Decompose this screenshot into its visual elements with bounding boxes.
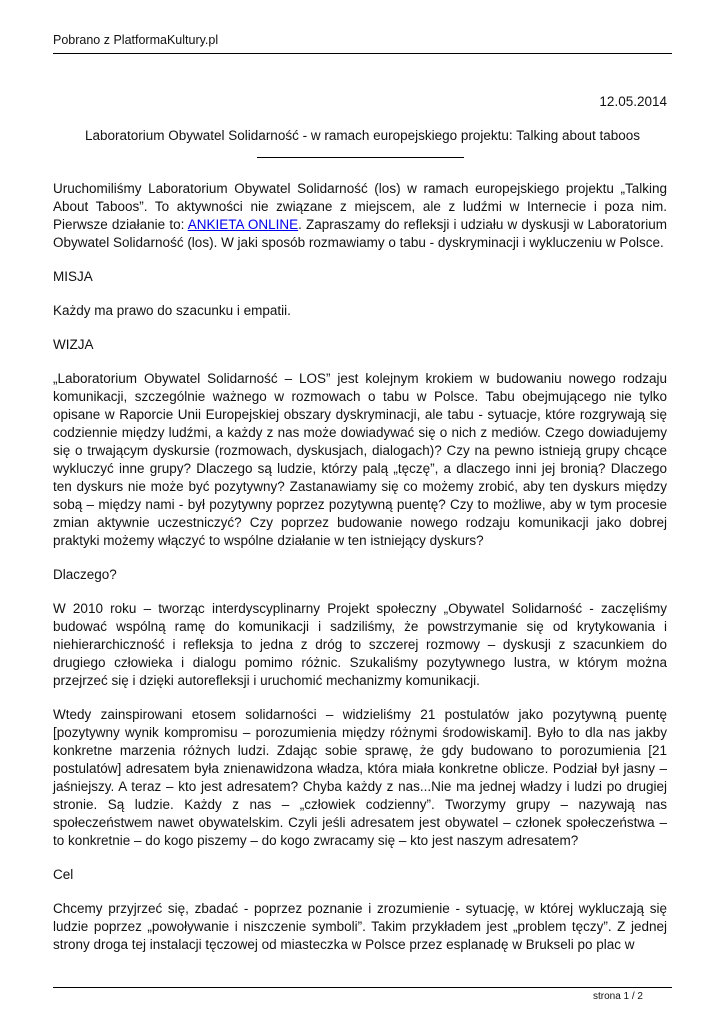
wizja-text: „Laboratorium Obywatel Solidarność – LOS” jest kolejnym krokiem w budowaniu nowego rodzaju komunikacji, szczególnie ważnego w rozmowach o tabu w Polsce. Tabu obejmującego nie tylko opisane w Raporcie Unii Europejskiej obszary dyskryminacji, ale tabu - sytuacje, które rozgrywają się codziennie między ludźmi, a każdy z nas może dowiadywać się o nich z mediów. Czego dowiadujemy się o trwającym dyskursie (rozmowach, dyskusjach, dialogach)? Czy na pewno istnieją grupy chcące wykluczyć inne grupy? Dlaczego są ludzie, którzy palą „tęczę”, a dlaczego inni jej bronią? Dlaczego ten dyskurs nie może być pozytywny? Zastanawiamy się co możemy zrobić, aby ten dyskurs między sobą – między nami - był pozytywny poprzez pozytywną puentę? Czy to możliwe, aby w tym procesie zmian aktywnie uczestniczyć? Czy poprzez budowanie nowego rodzaju komunikacji jako dobrej praktyki możemy włączyć to wspólne działanie w ten istniejący dyskurs? xyxy=(53,371,667,548)
intro-paragraph xyxy=(53,180,667,252)
page-number: strona 1 / 2 xyxy=(592,991,643,1002)
document-body xyxy=(53,180,667,970)
misja-text: Każdy ma prawo do szacunku i empatii. xyxy=(53,303,291,318)
intro-text-after-link: . Zapraszamy do refleksji i udziału w dyskusji w Laboratorium Obywatel Solidarność (los). W jaki sposób rozmawiamy o tabu - dyskryminacji i wykluczeniu w Polsce. xyxy=(53,217,668,250)
cel-text: Chcemy przyjrzeć się, zbadać - poprzez poznanie i zrozumienie - sytuację, w której wykluczają się ludzie poprzez „powoływanie i niszczenie symboli”. Takim przykładem jest „problem tęczy”. Z jednej strony droga tej instalacji tęczowej od miasteczka w Polsce przez esplanadę w Brukseli po plac w xyxy=(53,901,667,952)
header-divider xyxy=(53,53,672,54)
cel-heading: Cel xyxy=(53,867,74,882)
survey-link[interactable]: ANKIETA ONLINE xyxy=(187,217,299,232)
wizja-heading: WIZJA xyxy=(53,337,94,352)
dlaczego-paragraph-1: W 2010 roku – tworząc interdyscyplinarny Projekt społeczny „Obywatel Solidarność - zaczęliśmy budować wspólną ramę do komunikacji i sadziliśmy, że powstrzymanie się od krytykowania i niehierarchiczność i refleksja to jedna z dróg to szczerej rozmowy – dyskusji z szacunkiem do drugiego człowieka i dialogu pomimo różnic. Szukaliśmy pozytywnego lustra, w którym można przejrzeć się i dzięki autorefleksji i uruchomić mechanizmy komunikacji. xyxy=(53,601,667,688)
document-date: 12.05.2014 xyxy=(599,94,667,109)
footer-divider xyxy=(53,987,672,988)
page-header-source: Pobrano z PlatformaKultury.pl xyxy=(53,33,219,47)
misja-heading: MISJA xyxy=(53,269,93,284)
intro-text-before-link: Uruchomiliśmy Laboratorium Obywatel Solidarność (los) w ramach europejskiego projektu „Talking About Taboos”. To aktywności nie związane z miejscem, ale z ludźmi w Internecie i poza nim. Pierwsze działanie to: xyxy=(53,181,667,232)
dlaczego-heading: Dlaczego? xyxy=(53,567,117,582)
document-title: Laboratorium Obywatel Solidarność - w ramach europejskiego projektu: Talking about taboos xyxy=(84,128,641,143)
dlaczego-paragraph-2: Wtedy zainspirowani etosem solidarności – widzieliśmy 21 postulatów jako pozytywną puentę [pozytywny wynik kompromisu – porozumienia między różnymi środowiskami]. Było to dla nas jakby konkretne marzenia różnych ludzi. Zdając sobie sprawę, że gdy budowano to porozumienia [21 postulatów] adresatem była znienawidzona władza, która miała konkretne oblicze. Podział był jasny – jaśniejszy. A teraz – kto jest adresatem? Chyba każdy z nas...Nie ma jednej władzy i ludzi po drugiej stronie. Są ludzie. Każdy z nas – „człowiek codzienny”. Tworzymy grupy – nazywają nas społeczeństwem nawet obywatelskim. Czyli jeśli adresatem jest obywatel – członek społeczeństwa – to konkretnie – do kogo piszemy – do kogo zwracamy się – kto jest naszym adresatem? xyxy=(53,707,667,848)
title-underline xyxy=(257,157,464,158)
